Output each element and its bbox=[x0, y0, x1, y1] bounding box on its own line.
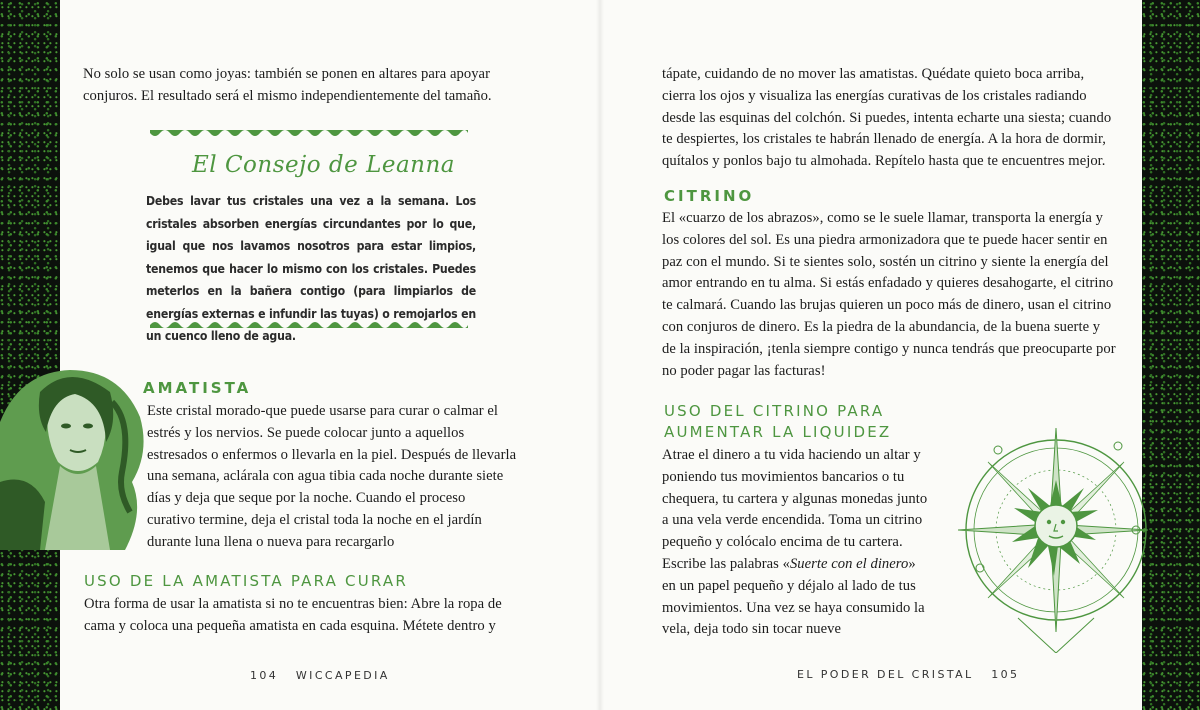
amatista-heading: AMATISTA bbox=[143, 379, 252, 397]
uso-citrino-heading-2: AUMENTAR LA LIQUIDEZ bbox=[664, 423, 892, 441]
uso-citrino-heading-1: USO DEL CITRINO PARA bbox=[664, 402, 885, 420]
portrait-illustration bbox=[0, 362, 145, 550]
sun-compass-illustration bbox=[958, 418, 1148, 653]
page-edge-right bbox=[1142, 0, 1200, 710]
uso-citrino-paragraph bbox=[662, 445, 932, 641]
page-edge-left bbox=[0, 0, 60, 710]
page-number-right: 105 bbox=[991, 668, 1020, 681]
page-number-left: 104 bbox=[250, 669, 279, 682]
uso-citrino-text-1: Atrae el dinero a tu vida haciendo un altar y poniendo tus movimientos bancarios o tu chequera, tu cartera y algunas monedas junto a una vela verde encendida. Toma un citrino pequeño y colócalo encima de tu cartera. Escribe las palabras « bbox=[662, 447, 928, 572]
citrino-heading: CITRINO bbox=[664, 187, 755, 205]
uso-amatista-heading: USO DE LA AMATISTA PARA CURAR bbox=[84, 572, 408, 590]
uso-citrino-text-2: » en un papel pequeño y déjalo al lado de tus movimientos. Una vez se haya consumido la vela, deja todo sin tocar nueve bbox=[662, 555, 925, 638]
citrino-paragraph: El «cuarzo de los abrazos», como se le suele llamar, transporta la energía y los colores del sol. Es una piedra armonizadora que te puede hacer sentir en paz con el mundo. Si te sientes solo, sostén un citrino y siente la energía del amor entrando en tu alma. Si estás enfadado y quieres desahogarte, el citrino te calmará. Cuando las brujas quieren un poco más de dinero, usan el citrino con conjuros de dinero. Es la piedra de la abundancia, de la buena suerte y de la inspiración, ¡tenla siempre contigo y nunca tendrás que preocuparte por no poder pagar las facturas! bbox=[662, 210, 1116, 379]
book-gutter bbox=[596, 0, 604, 710]
tip-text: Debes lavar tus cristales una vez a la semana. Los cristales absorben energías circundantes por lo que, igual que nos lavamos nosotros para estar limpios, tenemos que hacer lo mismo con los cristales. Puedes meterlos en la bañera contigo (para limpiarlos de energías externas e infundir las tuyas) o remojarlos en un cuenco lleno de agua. bbox=[146, 194, 476, 343]
uso-citrino-italic: Suerte con el dinero bbox=[789, 555, 909, 572]
intro-paragraph: No solo se usan como joyas: también se ponen en altares para apoyar conjuros. El resultado será el mismo independientemente del tamaño. bbox=[83, 66, 492, 104]
footer-right bbox=[797, 668, 1019, 682]
continuation-paragraph: tápate, cuidando de no mover las amatistas. Quédate quieto boca arriba, cierra los ojos y visualiza las energías curativas de los cristales radiando desde las esquinas del colchón. Si puedes, intenta echarte una siesta; cuando te despiertes, los cristales te habrán llenado de energía. A la hora de dormir, quítalos y ponlos bajo tu almohada. Repítelo hasta que te encuentres mejor. bbox=[662, 66, 1112, 170]
running-title-left: WICCAPEDIA bbox=[295, 669, 390, 682]
footer-left bbox=[250, 669, 390, 682]
amatista-paragraph: Este cristal morado-que puede usarse para curar o calmar el estrés y los nervios. Se puede colocar junto a aquellos estresados o enfermos o llevarla en la piel. Después de llevarla una semana, aclárala con agua tibia cada noche durante siete días y deja que seque por la noche. Cuando el proceso curativo termine, deja el cristal toda la noche en el jardín durante luna llena o nueva para recargarlo bbox=[147, 403, 517, 550]
running-title-right: EL PODER DEL CRISTAL bbox=[797, 668, 974, 681]
tip-border-bottom bbox=[150, 318, 468, 328]
tip-border-top bbox=[150, 130, 468, 140]
tip-title: El Consejo de Leanna bbox=[192, 152, 455, 178]
uso-amatista-paragraph: Otra forma de usar la amatista si no te encuentras bien: Abre la ropa de cama y coloca una pequeña amatista en cada esquina. Métete dentro y bbox=[84, 596, 502, 634]
